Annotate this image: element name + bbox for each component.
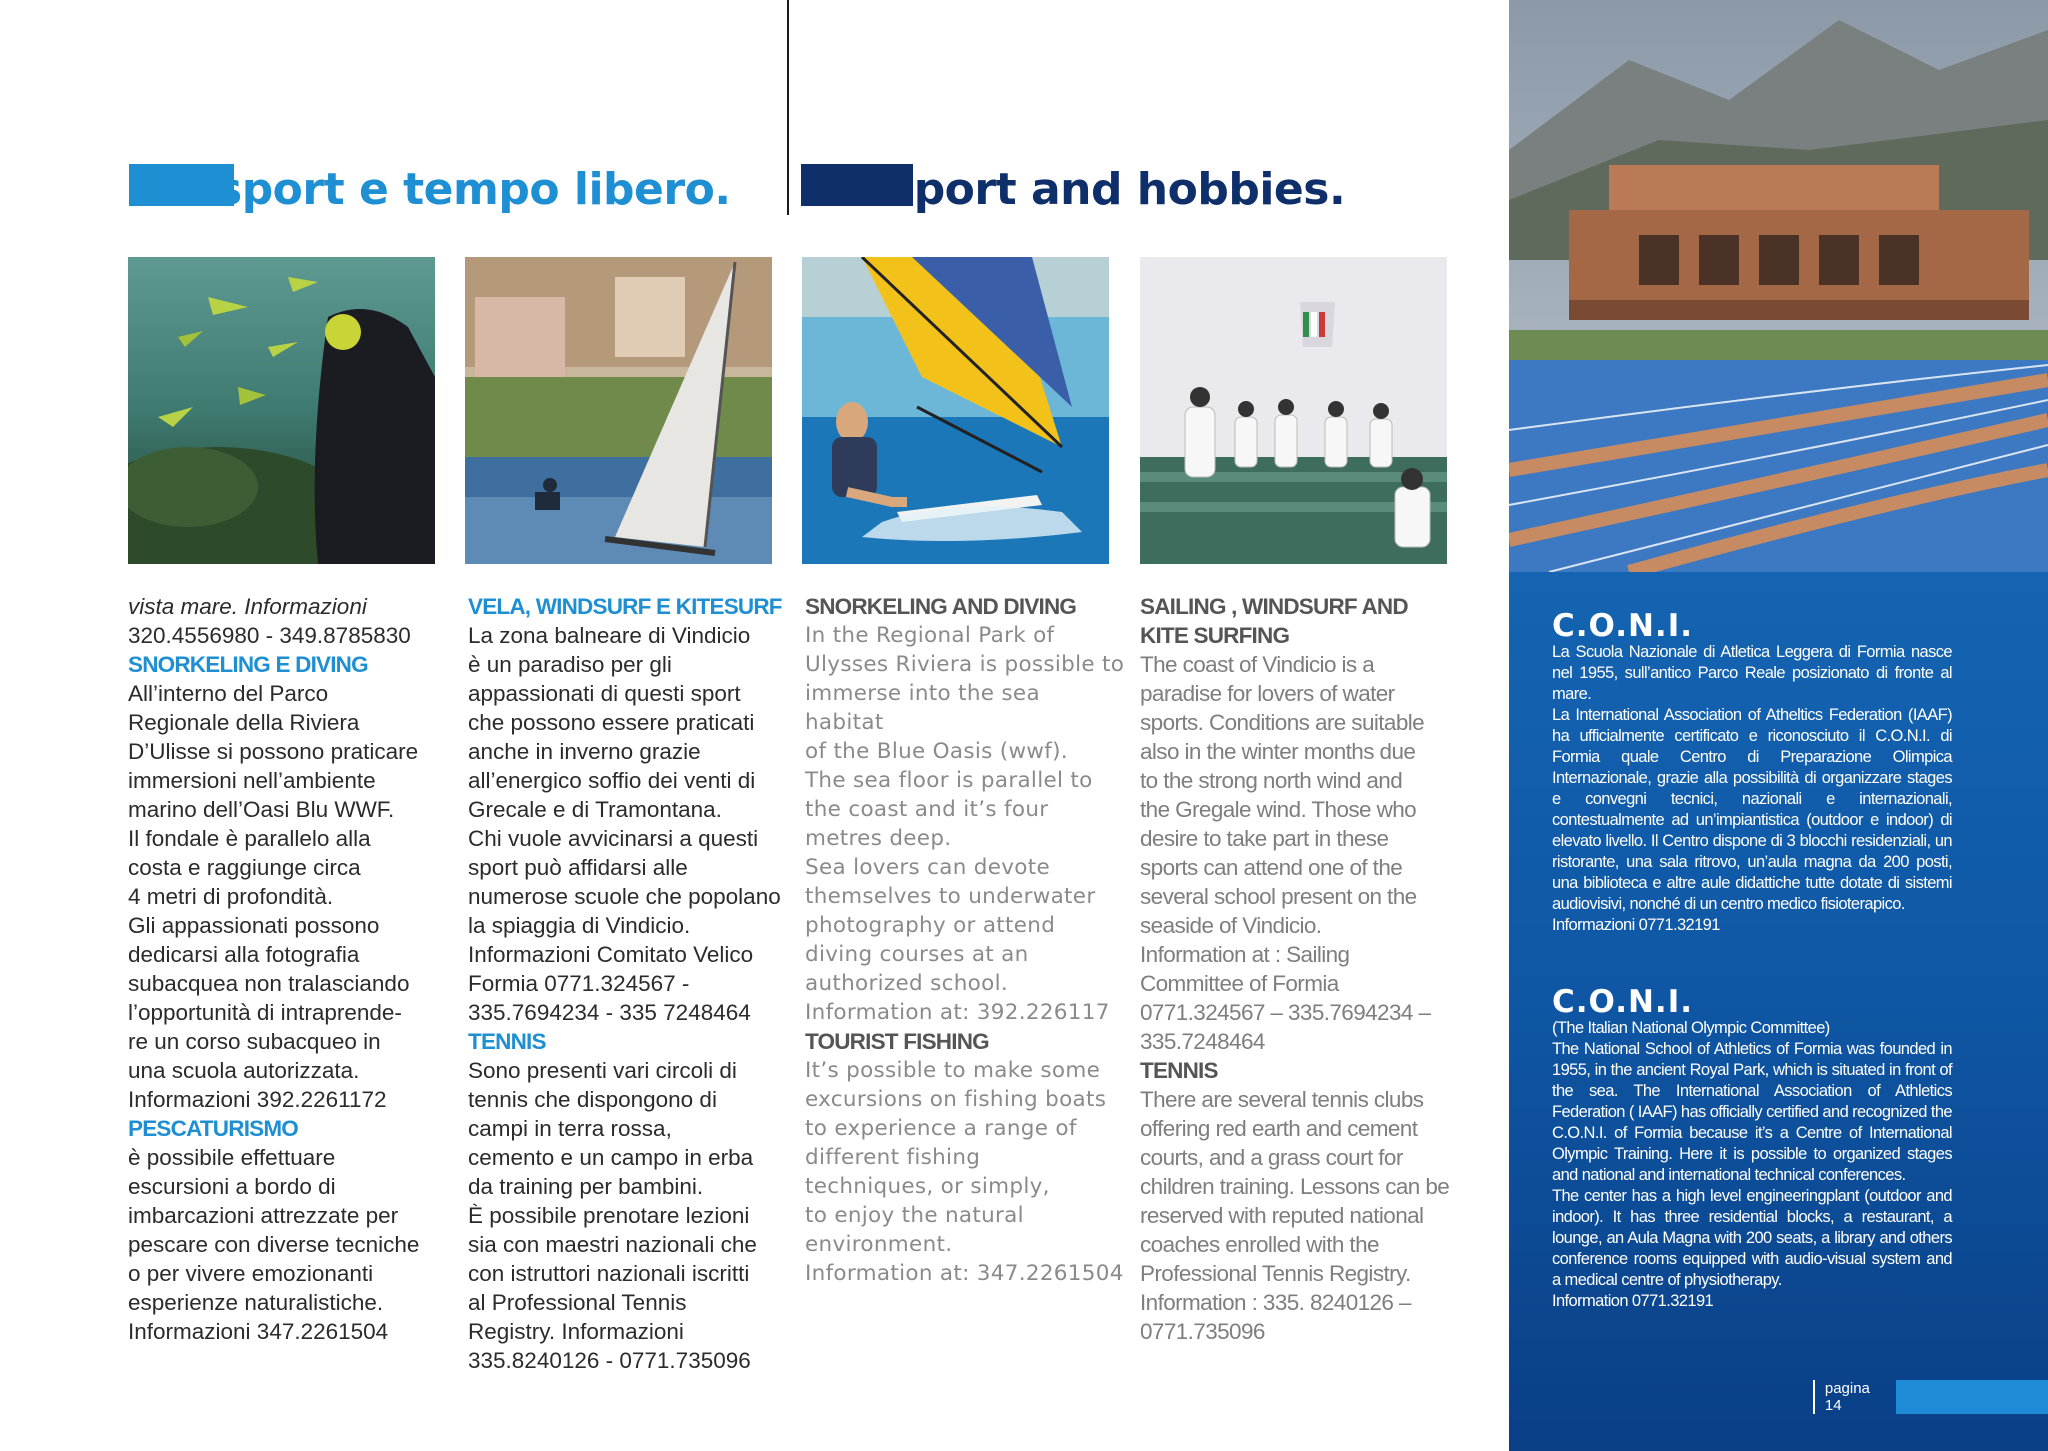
section-text: It’s possible to make some excursions on fishing boats to experience a range of different fishing techniques, or simply, to enjoy the natural environment. Information at: 347.2261504 [805, 1058, 1124, 1286]
section-heading: SAILING , WINDSURF AND KITE SURFING [1140, 594, 1408, 648]
section-heading: TOURIST FISHING [805, 1029, 989, 1054]
coni-paragraph: The National School of Athletics of Formia was founded in 1955, in the ancient Royal Park, which is situated in front of the sea. The International Association of Athletics Federation ( IAAF) has officially certified and recognized the C.O.N.I. of Formia because it’s a Centre of International Olympic Training. Here it is possible to organized stages and national and international technical conferences. [1552, 1040, 1952, 1184]
section-heading: TENNIS [468, 1029, 546, 1054]
coni-text-it [1552, 642, 1952, 936]
intro-text: vista mare. Informazioni [128, 594, 367, 619]
athletics-stadium-photo [1509, 0, 2048, 572]
section-heading: SNORKELING AND DIVING [805, 594, 1077, 619]
coni-paragraph: Information 0771.32191 [1552, 1292, 1714, 1310]
snorkeling-diver-photo [128, 257, 435, 564]
text-column-en-2 [1140, 592, 1460, 1346]
windsurf-photo [802, 257, 1109, 564]
coni-title-en: C.O.N.I. [1552, 984, 1694, 1020]
section-text: All’interno del Parco Regionale della Riviera D’Ulisse si possono praticare immersioni nell’ambiente marino dell’Oasi Blu WWF. Il fondale è parallelo alla costa e raggiunge circa 4 metri di profondità. Gli appassionati possono dedicarsi alla fotografia subacquea non tralasciando l’opportunità di intraprende- re un corso subacqueo in una scuola autorizzata. Informazioni 392.2261172 [128, 681, 419, 1112]
coni-paragraph: The center has a high level engineeringplant (outdoor and indoor). It has three residential blocks, a restaurant, a lounge, an Aula Magna with 200 seats, a library and others conference rooms equipped with audio-visual system and a medical centre of physiotherapy. [1552, 1187, 1952, 1289]
section-heading: VELA, WINDSURF E KITESURF [468, 594, 782, 619]
section-heading: SNORKELING E DIVING [128, 652, 368, 677]
text-column-it-2 [468, 592, 788, 1375]
section-text: In the Regional Park of Ulysses Riviera is possible to immerse into the sea habitat of the Blue Oasis (wwf). The sea floor is parallel to the coast and it’s four metres deep. Sea lovers can devote themselves to underwater photography or attend diving courses at an authorized school. Information at: 392.226117 [805, 623, 1125, 1025]
page-number-bar [1896, 1380, 2048, 1414]
fencing-gym-photo [1140, 257, 1447, 564]
column-divider [787, 0, 789, 215]
section-heading: TENNIS [1140, 1058, 1218, 1083]
page-number-label: pagina 14 [1824, 1380, 1870, 1414]
section-text: There are several tennis clubs offering red earth and cement courts, and a grass court for children training. Lessons can be reserved with reputed national coaches enrolled with the Professional Tennis Registry. Information : 335. 8240126 – 0771.735096 [1140, 1087, 1450, 1344]
page-heading-en: sport and hobbies. [888, 164, 1346, 215]
coni-paragraph: La International Association of Atheltics Federation (IAAF) ha ufficialmente certificato e riconosciuto il C.O.N.I. di Formia quale Centro di Preparazione Olimpica Internazionale, grazie alla possibilità di organizzare stages e convegni tecnici, nazionali e internazionali, contestualmente ad un’impiantistica (outdoor e indoor) di elevato livello. Il Centro dispone di 3 blocchi residenziali, un ristorante, una sala ritrovo, un’aula magna da 200 posti, una biblioteca e altre aule didattiche tutte dotate di sistemi audiovisivi, nonché di un centro medico fisioterapico. [1552, 706, 1952, 913]
coni-text-en [1552, 1018, 1952, 1312]
section-text: La zona balneare di Vindicio è un paradiso per gli appassionati di questi sport che possono essere praticati anche in inverno grazie all’energico soffio dei venti di Grecale e di Tramontana. Chi vuole avvicinarsi a questi sport può affidarsi alle numerose scuole che popolano la spiaggia di Vindicio. Informazioni Comitato Velico Formia 0771.324567 - 335.7694234 - 335 7248464 [468, 623, 781, 1025]
text-column-en-1 [805, 592, 1125, 1288]
sailing-boat-photo [465, 257, 772, 564]
section-text: The coast of Vindicio is a paradise for lovers of water sports. Conditions are suitable also in the winter months due to the strong north wind and the Gregale wind. Those who desire to take part in these sports can attend one of the several school present on the seaside of Vindicio. Information at : Sailing Committee of Formia 0771.324567 – 335.7694234 – 335.7248464 [1140, 652, 1431, 1054]
coni-paragraph: La Scuola Nazionale di Atletica Leggera di Formia nasce nel 1955, sull’antico Parco Reale posizionato di fronte al mare. [1552, 643, 1952, 703]
coni-paragraph: Informazioni 0771.32191 [1552, 916, 1720, 934]
intro-phone: 320.4556980 - 349.8785830 [128, 623, 411, 648]
text-column-it-1 [128, 592, 448, 1346]
coni-paragraph: (The Italian National Olympic Committee) [1552, 1019, 1830, 1037]
page-number-divider [1813, 1380, 1815, 1414]
page-number [1813, 1380, 2048, 1414]
section-text: è possibile effettuare escursioni a bordo di imbarcazioni attrezzate per pescare con diverse tecniche o per vivere emozionanti esperienze naturalistiche. Informazioni 347.2261504 [128, 1145, 420, 1344]
coni-title-it: C.O.N.I. [1552, 608, 1694, 644]
section-heading: PESCATURISMO [128, 1116, 298, 1141]
page-heading-it: sport e tempo libero. [216, 164, 731, 215]
section-text: Sono presenti vari circoli di tennis che dispongono di campi in terra rossa, cemento e un campo in erba da training per bambini. È possibile prenotare lezioni sia con maestri nazionali che con istruttori nazionali iscritti al Professional Tennis Registry. Informazioni 335.8240126 - 0771.735096 [468, 1058, 757, 1373]
